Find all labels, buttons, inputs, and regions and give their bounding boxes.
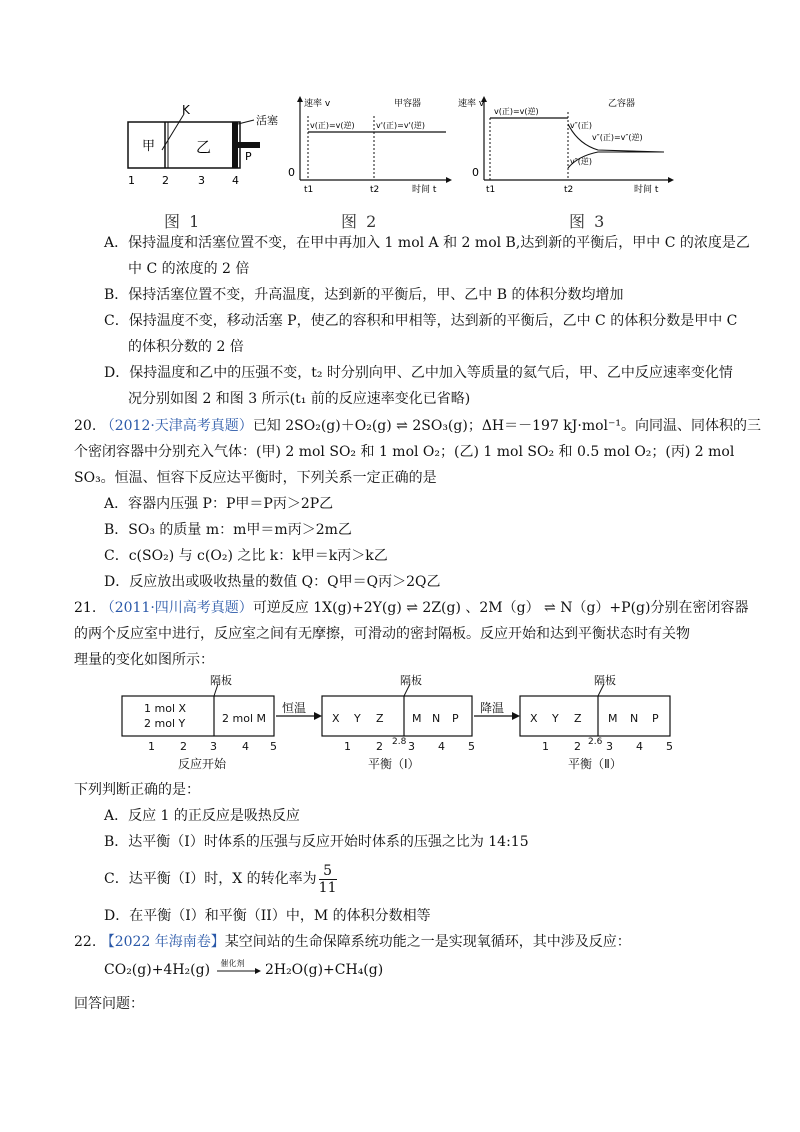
q20-option-B: B．SO₃ 的质量 m：m甲＝m丙＞2m乙 [104,522,352,538]
q21-eq1-P: P [452,712,459,725]
q22-answer-prompt: 回答问题： [74,996,144,1012]
fig1-piston-rod [238,142,260,148]
q21-eq1-tick-3: 3 [408,740,415,753]
fig2-origin: 0 [288,166,295,179]
q21-option-A: A．反应 1 的正反应是吸热反应 [104,808,300,824]
q22-eq-right: 2H₂O(g)+CH₄(g) [264,962,384,978]
q21-option-C [104,858,337,900]
fig3-origin: 0 [472,166,479,179]
q19-option-A-line2: 中 C 的浓度的 2 倍 [128,261,250,277]
fraction-denominator: 11 [318,879,337,896]
fig2-eq2: v'(正)=v'(逆) [376,121,426,130]
q20-source: （2012·天津高考真题） [100,418,253,434]
q21-caption-eq1: 平衡（Ⅰ） [368,757,420,771]
fraction-numerator: 5 [319,863,337,880]
fig3-vpp-zheng: v″(正) [570,121,592,130]
q21-eq2-mark: 2.6 [588,737,603,747]
q21-caption-start: 反应开始 [178,757,227,771]
q21-eq1-M: M [412,712,422,725]
q20-option-A: A．容器内压强 P：P甲＝P丙＞2P乙 [104,496,334,512]
fig2-t2: t2 [370,185,380,194]
q22-equation [104,960,383,980]
fig1-tick-2: 2 [162,174,169,187]
q20-line1 [74,416,761,436]
q21-option-C-fraction [319,863,337,896]
q21-start-tick-1: 1 [148,740,155,753]
q21-eq2-tick-1: 1 [542,740,549,753]
q22-eq-arrow [215,960,261,980]
q21-eq1-mark: 2.8 [392,737,407,747]
q21-start-tick-5: 5 [270,740,277,753]
q21-option-D: D．在平衡（I）和平衡（II）中，M 的体积分数相等 [104,908,431,924]
q22-eq-left: CO₂(g)+4H₂(g) [104,962,211,978]
q21-start-partition-label: 隔板 [210,674,232,687]
q22-eq-condition: 催化剂 [220,959,245,968]
q21-eq1-box [322,696,472,736]
q21-eq2-tick-3: 3 [606,740,613,753]
fig1-piston [232,122,238,168]
q21-eq1-Y: Y [354,712,361,725]
fig1-label-yi: 乙 [196,138,212,156]
fig1-tick-4: 4 [232,174,239,187]
q21-number: 21. [74,600,97,616]
q21-eq1-tick-4: 4 [438,740,445,753]
q21-judge: 下列判断正确的是： [74,782,200,798]
q22-line1 [74,932,631,952]
q21-stem1: 可逆反应 1X(g)+2Y(g) ⇌ 2Z(g) 、2M（g） ⇌ N（g）+P(g)分别在密闭容器 [252,600,749,616]
fig3-t2: t2 [564,185,574,194]
q21-eq2-N: N [630,712,639,725]
q21-stem3: 理量的变化如图所示： [74,652,214,668]
q20-stem1: 已知 2SO₂(g)＋O₂(g) ⇌ 2SO₃(g)；ΔH＝－197 kJ·mol⁻¹。向同温、同体积的三 [252,418,762,434]
fig3-caption: 图 3 [569,212,607,231]
q22-stem: 某空间站的生命保障系统功能之一是实现氧循环，其中涉及反应： [224,934,631,950]
q20-stem3: SO₃。恒温、恒容下反应达平衡时，下列关系一定正确的是 [74,470,437,486]
q21-eq2-box [520,696,670,736]
q21-stem2: 的两个反应室中进行，反应室之间有无摩擦，可滑动的密封隔板。反应开始和达到平衡状态时有关物 [74,626,690,642]
q21-partition-diagram [118,672,684,776]
q21-eq2-Y: Y [552,712,559,725]
q21-line1 [74,598,748,618]
fig2-ylabel: 速率 v [304,99,331,109]
reaction-arrow-icon [215,968,261,974]
fig3-vpp-ni: v″(逆) [570,157,592,166]
figure-2-rate-graph [286,94,454,194]
q21-caption-eq2: 平衡（Ⅱ） [568,757,622,771]
q20-number: 20. [74,418,97,434]
q21-eq1-tick-1: 1 [344,740,351,753]
q21-source: （2011·四川高考真题） [100,600,253,616]
q21-eq2-tick-4: 4 [636,740,643,753]
q21-start-tick-2: 2 [180,740,187,753]
q21-eq2-tick-2: 2 [574,740,581,753]
q21-start-tick-4: 4 [242,740,249,753]
fig1-label-jia: 甲 [142,139,156,154]
q19-option-C-line2: 的体积分数的 2 倍 [128,339,244,355]
fig1-label-P: P [245,150,252,163]
fig3-eq1: v(正)=v(逆) [494,107,539,116]
q21-arrow1-label: 恒温 [282,701,307,715]
fig2-t1: t1 [304,185,314,194]
fig1-caption: 图 1 [164,212,202,231]
q20-option-D: D．反应放出或吸收热量的数值 Q：Q甲＝Q丙＞2Q乙 [104,574,441,590]
fig3-xlabel: 时间 t [634,185,659,194]
q21-eq1-X: X [332,712,340,725]
q21-eq2-Z: Z [574,712,582,725]
q21-eq1-Z: Z [376,712,384,725]
q19-option-A-line1: A．保持温度和活塞位置不变，在甲中再加入 1 mol A 和 2 mol B,达到新的平衡后，甲中 C 的浓度是乙 [104,235,750,251]
fig1-label-piston: 活塞 [256,114,278,127]
q19-option-D-line2: 况分别如图 2 和图 3 所示(t₁ 前的反应速率变化已省略) [128,391,471,407]
q21-eq1-tick-5: 5 [468,740,475,753]
fig2-container-label: 甲容器 [394,99,422,109]
q20-option-C: C．c(SO₂) 与 c(O₂) 之比 k：k甲＝k丙＞k乙 [104,548,388,564]
q22-source: 【2022 年海南卷】 [100,934,225,950]
q19-option-B: B．保持活塞位置不变，升高温度，达到新的平衡后，甲、乙中 B 的体积分数均增加 [104,287,624,303]
q21-start-left-1: 1 mol X [144,702,187,715]
q21-option-B: B．达平衡（I）时体系的压强与反应开始时体系的压强之比为 14:15 [104,834,529,850]
q21-eq2-P: P [652,712,659,725]
fig2-xlabel: 时间 t [412,185,437,194]
q21-eq2-tick-5: 5 [666,740,673,753]
fig3-t1: t1 [486,185,496,194]
fig3-ylabel: 速率 v [458,99,485,109]
q21-arrow2-label: 降温 [480,701,505,715]
fig1-tick-3: 3 [198,174,205,187]
figure-1-container-diagram [120,100,290,190]
q21-eq1-partition-label: 隔板 [400,674,422,687]
q22-number: 22. [74,934,97,950]
q21-eq1-N: N [432,712,441,725]
figure-3-rate-graph [458,94,676,194]
fig3-eq2: v″(正)=v″(逆) [592,133,643,142]
fig2-eq1: v(正)=v(逆) [310,121,355,130]
q21-start-tick-3: 3 [210,740,217,753]
q21-eq1-tick-2: 2 [376,740,383,753]
q21-eq2-M: M [608,712,618,725]
q21-eq2-partition-label: 隔板 [594,674,616,687]
fig2-caption: 图 2 [341,212,379,231]
q21-start-left-2: 2 mol Y [144,717,186,730]
q19-option-C-line1: C．保持温度不变，移动活塞 P，使乙的容积和甲相等，达到新的平衡后，乙中 C 的体积分数是甲中 C [104,313,738,329]
q20-stem2: 个密闭容器中分别充入气体：(甲) 2 mol SO₂ 和 1 mol O₂；(乙) 1 mol SO₂ 和 0.5 mol O₂；(丙) 2 mol [74,444,735,460]
fig1-tick-1: 1 [128,174,135,187]
fig1-label-K: K [182,103,190,117]
q19-option-D-line1: D．保持温度和乙中的压强不变，t₂ 时分别向甲、乙中加入等质量的氦气后，甲、乙中反应速率变化情 [104,365,733,381]
q21-start-right: 2 mol M [222,712,266,725]
q21-option-C-text: C．达平衡（I）时，X 的转化率为 [104,871,317,887]
fig3-container-label: 乙容器 [608,99,636,109]
q21-eq2-X: X [530,712,538,725]
